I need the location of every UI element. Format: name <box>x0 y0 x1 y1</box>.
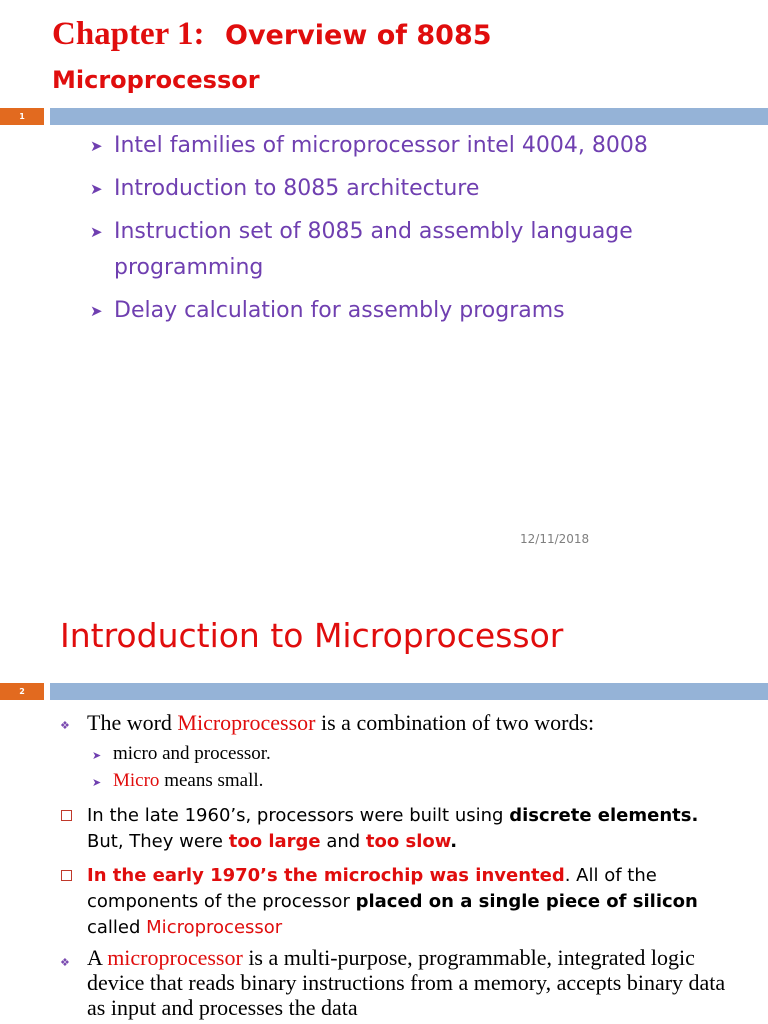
list-item <box>90 293 730 329</box>
text-run-highlight: Micro <box>113 770 160 791</box>
slide-1-header-bar <box>0 108 768 125</box>
text-run-highlight: Microprocessor <box>146 917 283 938</box>
text-run: means small. <box>159 770 264 791</box>
list-item-text: Delay calculation for assembly programs <box>114 298 565 323</box>
arrow-bullet-icon: ➤ <box>90 302 103 320</box>
text-run-highlight: too large <box>228 831 321 852</box>
header-stripe <box>50 683 768 700</box>
text-run-highlight: too slow <box>365 831 451 852</box>
text-run-bold: discrete elements. <box>509 805 699 826</box>
slide-1-title-chapter: Chapter 1: <box>52 16 205 52</box>
text-run: is a multi-purpose, programmable, integrated logic device that reads binary instructions from a memory, accepts binary data as input and processes the data <box>87 945 726 1020</box>
slide-2 <box>0 580 768 1024</box>
list-item-text: Introduction to 8085 architecture <box>114 176 480 201</box>
arrow-bullet-icon: ➤ <box>90 223 103 241</box>
text-run: The word <box>87 710 178 735</box>
text-run: . <box>450 831 458 852</box>
slide-2-header-bar <box>0 683 768 700</box>
sub-item-micro-processor: micro and processor. <box>113 743 271 764</box>
sub-item-micro-small <box>113 770 263 792</box>
slide-date: 12/11/2018 <box>520 532 590 546</box>
square-bullet-icon <box>61 870 72 881</box>
text-run: is a combination of two words: <box>315 710 595 735</box>
slide-2-title: Introduction to Microprocessor <box>60 616 564 655</box>
slide-1-title-overview: Overview of 8085 <box>225 20 492 51</box>
arrow-bullet-icon: ➤ <box>92 750 102 762</box>
text-run: called <box>87 917 147 938</box>
slide-number-badge: 1 <box>0 108 44 125</box>
text-run-bold: placed on a single piece of silicon <box>355 891 698 912</box>
list-item <box>90 171 730 207</box>
text-run: and <box>320 831 366 852</box>
arrow-bullet-icon: ➤ <box>92 777 102 789</box>
diamond-bullet-icon: ❖ <box>60 720 70 732</box>
header-stripe <box>50 108 768 125</box>
slide-1-bullet-list <box>90 128 730 336</box>
text-run-highlight: In the early 1970’s the microchip was invented <box>87 865 565 886</box>
square-bullet-icon <box>61 810 72 821</box>
list-item-text: Instruction set of 8085 and assembly language programming <box>114 219 633 280</box>
text-run: A <box>87 945 108 970</box>
arrow-bullet-icon: ➤ <box>90 137 103 155</box>
text-run-highlight: Microprocessor <box>177 710 316 735</box>
text-run-highlight: microprocessor <box>107 945 243 970</box>
paragraph-word-origin <box>87 710 747 736</box>
text-run: But, They were <box>87 831 229 852</box>
arrow-bullet-icon: ➤ <box>90 180 103 198</box>
slide-number-badge: 2 <box>0 683 44 700</box>
list-item-text: Intel families of microprocessor intel 4004, 8008 <box>114 133 648 158</box>
list-item <box>90 214 730 286</box>
list-item <box>90 128 730 164</box>
text-run: . All of the components of the processor <box>87 865 657 912</box>
paragraph-microchip <box>87 863 727 941</box>
paragraph-discrete-elements <box>87 803 727 855</box>
paragraph-definition <box>87 945 737 1020</box>
text-run: In the late 1960’s, processors were built using <box>87 805 510 826</box>
diamond-bullet-icon: ❖ <box>60 957 70 969</box>
slide-1-title-microprocessor: Microprocessor <box>52 66 260 94</box>
